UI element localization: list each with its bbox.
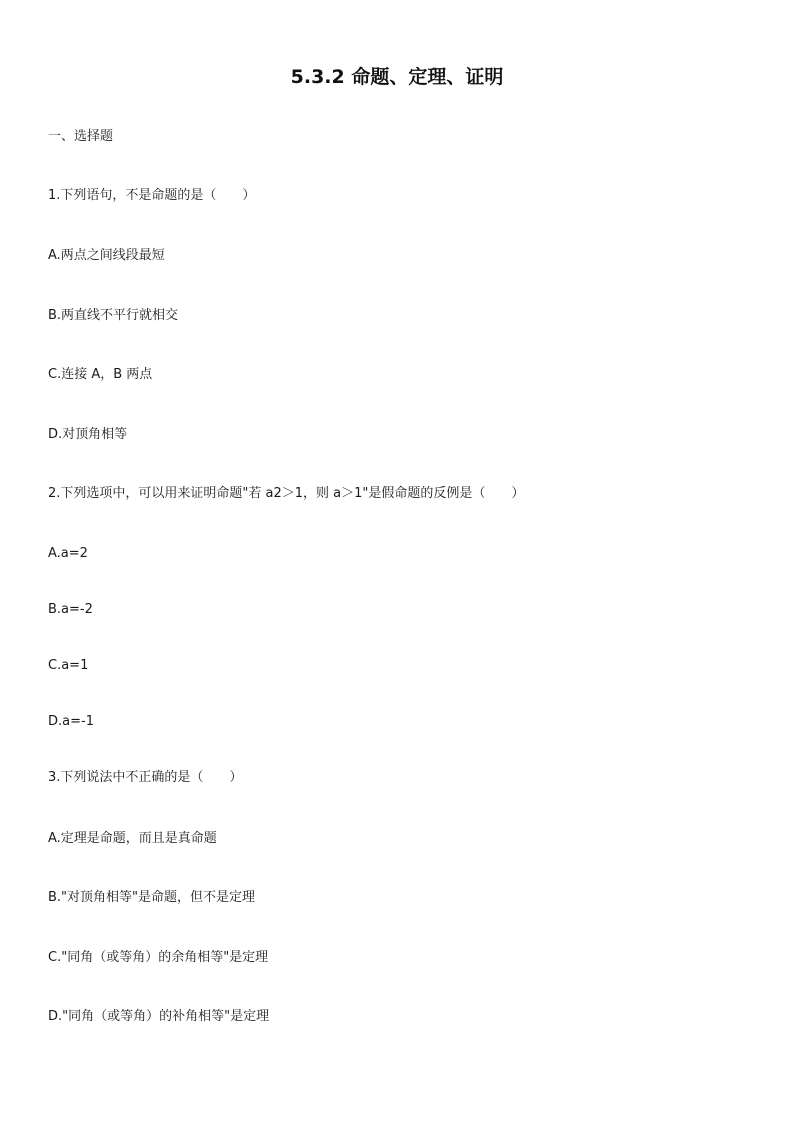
question-2-option-b: B.a=-2 [48, 602, 93, 617]
question-1-option-b: B.两直线不平行就相交 [48, 308, 179, 323]
question-1-option-c: C.连接 A，B 两点 [48, 367, 153, 382]
document-title: 5.3.2 命题、定理、证明 [290, 66, 504, 88]
question-3-option-a: A.定理是命题，而且是真命题 [48, 831, 217, 846]
question-2-stem: 2.下列选项中，可以用来证明命题"若 a2＞1，则 a＞1"是假命题的反例是（ ） [48, 486, 525, 501]
question-2-option-d: D.a=-1 [48, 714, 94, 729]
section-heading: 一、选择题 [48, 129, 114, 144]
question-3-stem: 3.下列说法中不正确的是（ ） [48, 770, 243, 785]
question-1-stem: 1.下列语句，不是命题的是（ ） [48, 188, 256, 203]
question-3-option-b: B."对顶角相等"是命题，但不是定理 [48, 890, 256, 905]
question-1-option-a: A.两点之间线段最短 [48, 248, 165, 263]
question-2-option-c: C.a=1 [48, 658, 89, 673]
question-2-option-a: A.a=2 [48, 546, 88, 561]
question-1-option-d: D.对顶角相等 [48, 427, 128, 442]
question-3-option-d: D."同角（或等角）的补角相等"是定理 [48, 1009, 270, 1024]
question-3-option-c: C."同角（或等角）的余角相等"是定理 [48, 950, 269, 965]
